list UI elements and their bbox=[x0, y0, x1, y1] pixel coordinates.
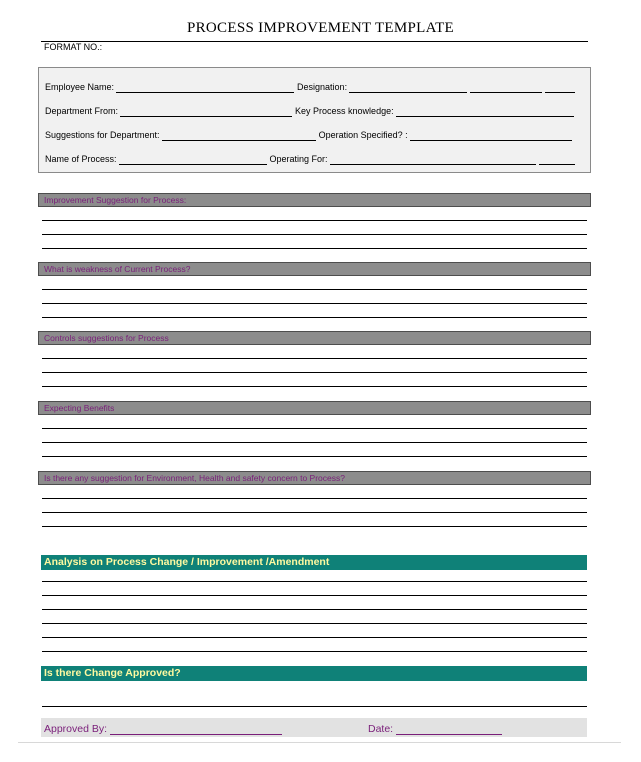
answer-line[interactable] bbox=[42, 303, 587, 304]
employee-info-box bbox=[38, 67, 591, 173]
approved-heading: Is there Change Approved? bbox=[41, 666, 587, 681]
approval-date bbox=[368, 721, 502, 735]
section-current-weakness: What is weakness of Current Process? bbox=[38, 262, 591, 276]
bottom-divider bbox=[18, 742, 621, 743]
date-label: Date: bbox=[368, 723, 394, 735]
answer-line[interactable] bbox=[42, 372, 587, 373]
answer-line[interactable] bbox=[42, 526, 587, 527]
info-row-process bbox=[45, 151, 584, 165]
answer-line[interactable] bbox=[42, 220, 587, 221]
answer-line[interactable] bbox=[42, 498, 587, 499]
format-no-label: FORMAT NO.: bbox=[44, 42, 103, 52]
answer-line[interactable] bbox=[42, 234, 587, 235]
suggestions-department-label: Suggestions for Department: bbox=[45, 130, 160, 140]
answer-line[interactable] bbox=[42, 609, 587, 610]
section-improvement-suggestion: Improvement Suggestion for Process: bbox=[38, 193, 591, 207]
department-from-field[interactable] bbox=[120, 107, 292, 117]
answer-line[interactable] bbox=[42, 386, 587, 387]
answer-line[interactable] bbox=[42, 637, 587, 638]
designation-field[interactable] bbox=[349, 83, 467, 93]
operating-for-field-extra[interactable] bbox=[539, 155, 575, 165]
info-row-employee bbox=[45, 79, 584, 93]
section-controls-suggestions: Controls suggestions for Process bbox=[38, 331, 591, 345]
name-of-process-field[interactable] bbox=[119, 155, 267, 165]
answer-line[interactable] bbox=[42, 442, 587, 443]
answer-line[interactable] bbox=[42, 317, 587, 318]
info-row-suggestions bbox=[45, 127, 584, 141]
approved-by-label: Approved By: bbox=[44, 723, 108, 735]
answer-line[interactable] bbox=[42, 706, 587, 707]
employee-name-label: Employee Name: bbox=[45, 82, 115, 92]
answer-line[interactable] bbox=[42, 428, 587, 429]
designation-field-extra[interactable] bbox=[470, 83, 542, 93]
answer-line[interactable] bbox=[42, 581, 587, 582]
key-process-label: Key Process knowledge: bbox=[295, 106, 394, 116]
info-row-department bbox=[45, 103, 584, 117]
date-field[interactable] bbox=[396, 724, 502, 735]
answer-line[interactable] bbox=[42, 623, 587, 624]
approved-by bbox=[44, 721, 282, 735]
section-ehs-concern: Is there any suggestion for Environment, Health and safety concern to Process? bbox=[38, 471, 591, 485]
operation-specified-label: Operation Specified? : bbox=[318, 130, 408, 140]
answer-line[interactable] bbox=[42, 651, 587, 652]
answer-line[interactable] bbox=[42, 358, 587, 359]
answer-line[interactable] bbox=[42, 289, 587, 290]
page-title: PROCESS IMPROVEMENT TEMPLATE bbox=[186, 20, 455, 36]
designation-label: Designation: bbox=[297, 82, 348, 92]
employee-name-field[interactable] bbox=[116, 83, 294, 93]
department-from-label: Department From: bbox=[45, 106, 119, 116]
operation-specified-field[interactable] bbox=[410, 131, 572, 141]
suggestions-department-field[interactable] bbox=[162, 131, 316, 141]
section-expecting-benefits: Expecting Benefits bbox=[38, 401, 591, 415]
answer-line[interactable] bbox=[42, 512, 587, 513]
name-of-process-label: Name of Process: bbox=[45, 154, 117, 164]
answer-line[interactable] bbox=[42, 248, 587, 249]
answer-line[interactable] bbox=[42, 456, 587, 457]
key-process-field[interactable] bbox=[396, 107, 574, 117]
analysis-heading: Analysis on Process Change / Improvement /Amendment bbox=[41, 555, 587, 570]
operating-for-field[interactable] bbox=[330, 155, 536, 165]
answer-line[interactable] bbox=[42, 595, 587, 596]
designation-field-extra-2[interactable] bbox=[545, 83, 575, 93]
approved-by-field[interactable] bbox=[110, 724, 282, 735]
operating-for-label: Operating For: bbox=[269, 154, 328, 164]
format-divider bbox=[41, 41, 588, 42]
